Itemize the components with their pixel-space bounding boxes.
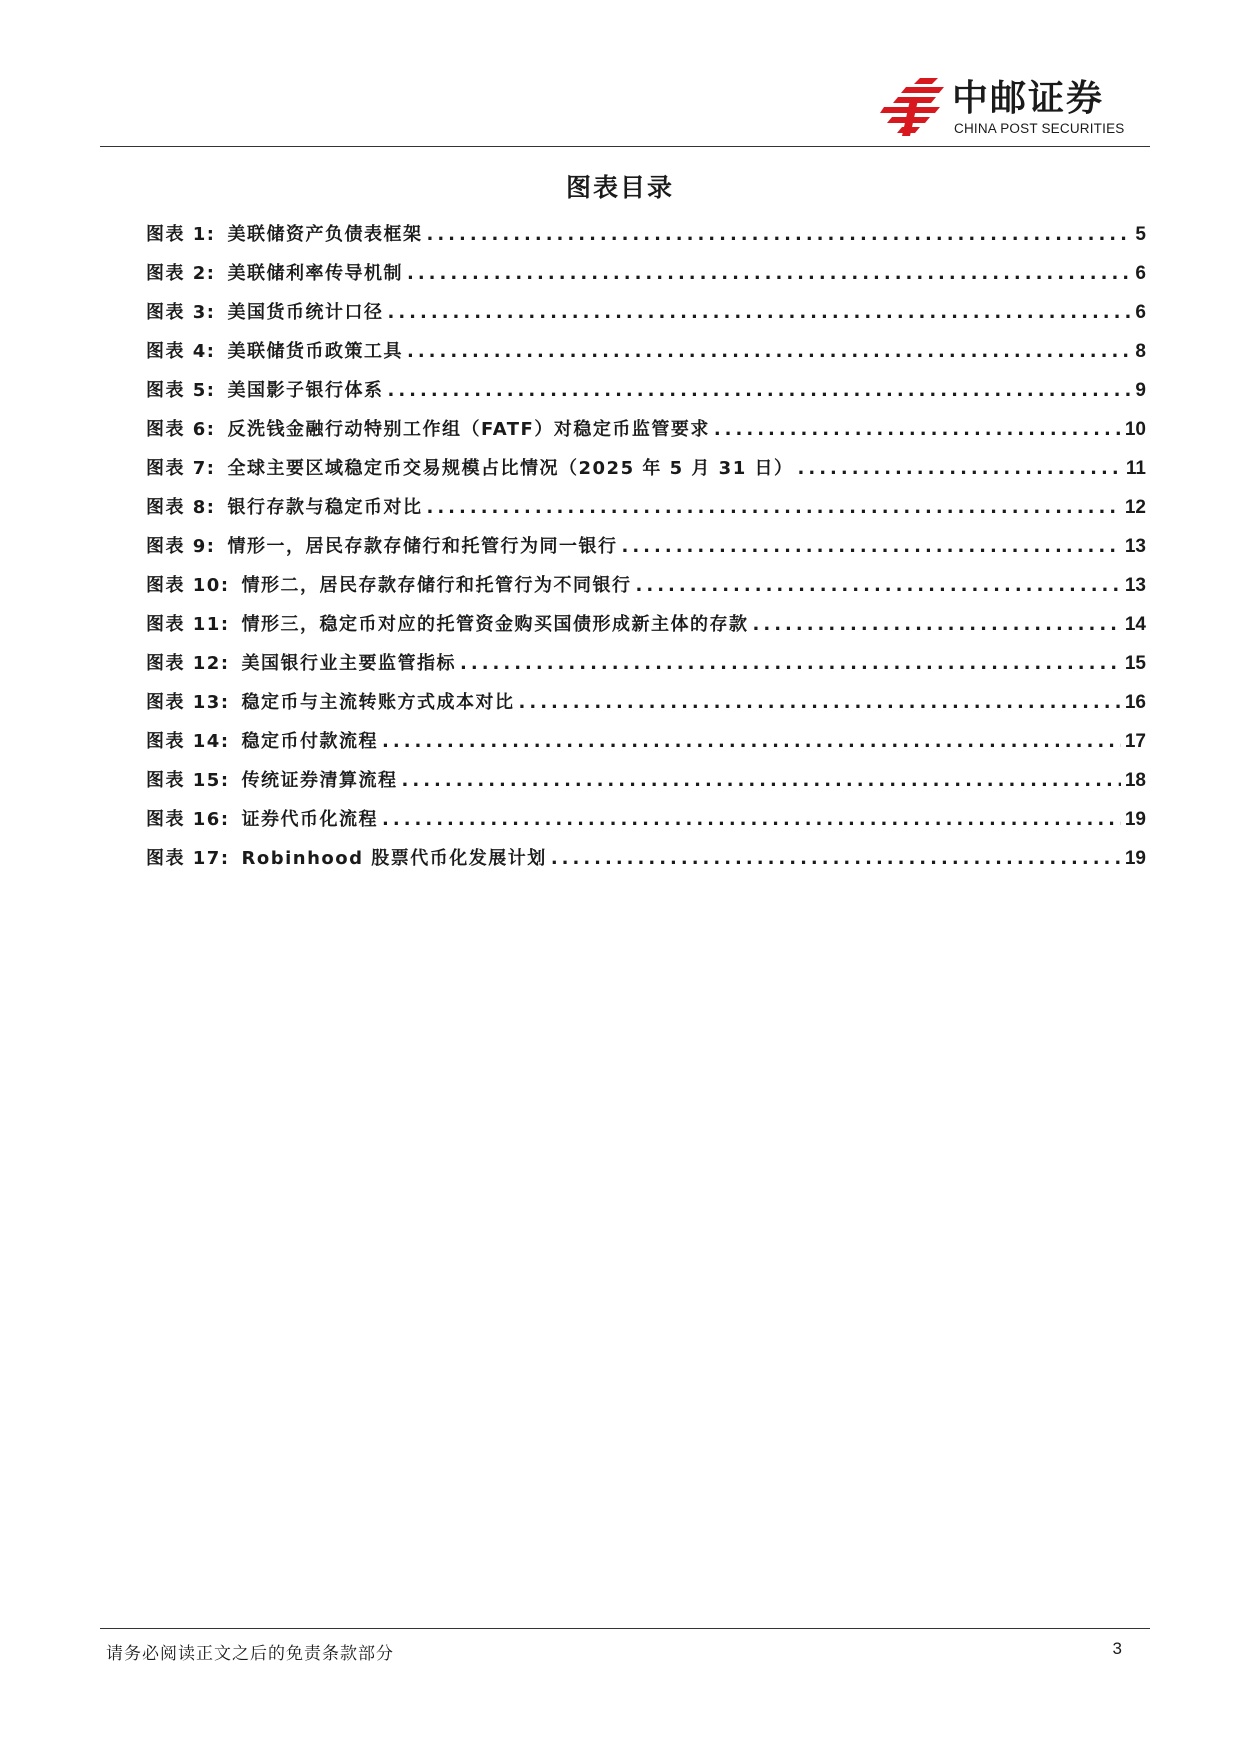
- toc-entry-page: 18: [1124, 770, 1146, 791]
- toc-entry-number: 图表 12:: [146, 653, 230, 674]
- toc-dot-leader: [798, 458, 1122, 479]
- toc-entry[interactable]: [146, 493, 1146, 532]
- toc-entry-title: 稳定币与主流转账方式成本对比: [241, 692, 515, 713]
- toc-entry-page: 15: [1124, 653, 1146, 674]
- toc-entry-title: 美国银行业主要监管指标: [241, 653, 457, 674]
- toc-entry-title: 全球主要区域稳定币交易规模占比情况（2025 年 5 月 31 日）: [227, 458, 794, 479]
- toc-entry-number: 图表 15:: [146, 770, 230, 791]
- toc-entry-title: 稳定币付款流程: [241, 731, 379, 752]
- toc-entry-page: 16: [1124, 692, 1146, 713]
- toc-entry[interactable]: [146, 766, 1146, 805]
- toc-entry-page: 11: [1125, 458, 1146, 479]
- toc-dot-leader: [622, 536, 1121, 557]
- company-logo: [880, 76, 1150, 138]
- toc-entry[interactable]: [146, 259, 1146, 298]
- toc-entry-title: 传统证券清算流程: [241, 770, 398, 791]
- toc-dot-leader: [714, 419, 1121, 440]
- toc-dot-leader: [519, 692, 1121, 713]
- toc-entry-title: Robinhood 股票代币化发展计划: [241, 848, 547, 869]
- toc-entry-number: 图表 7:: [146, 458, 216, 479]
- page-footer: [100, 1628, 1150, 1664]
- toc-entry[interactable]: [146, 688, 1146, 727]
- toc-entry-page: 14: [1124, 614, 1146, 635]
- toc-entry-number: 图表 6:: [146, 419, 216, 440]
- toc-entry-number: 图表 4:: [146, 341, 216, 362]
- toc-entry-title: 情形一，居民存款存储行和托管行为同一银行: [227, 536, 618, 557]
- toc-entry-title: 美国影子银行体系: [227, 380, 384, 401]
- toc-dot-leader: [402, 770, 1121, 791]
- toc-entry-page: 12: [1124, 497, 1146, 518]
- toc-entry-number: 图表 14:: [146, 731, 230, 752]
- toc-entry-number: 图表 17:: [146, 848, 230, 869]
- toc-entry-number: 图表 2:: [146, 263, 216, 284]
- toc-entry-number: 图表 9:: [146, 536, 216, 557]
- toc-entry-number: 图表 11:: [146, 614, 230, 635]
- toc-entry[interactable]: [146, 610, 1146, 649]
- toc-list: [146, 220, 1146, 883]
- toc-entry-number: 图表 5:: [146, 380, 216, 401]
- toc-entry[interactable]: [146, 298, 1146, 337]
- logo-chinese-name: 中邮证券: [952, 78, 1105, 119]
- toc-dot-leader: [427, 497, 1121, 518]
- toc-dot-leader: [382, 809, 1121, 830]
- toc-entry-page: 19: [1124, 848, 1146, 869]
- logo-english-name: CHINA POST SECURITIES: [954, 121, 1125, 136]
- toc-entry[interactable]: [146, 415, 1146, 454]
- toc-entry-title: 银行存款与稳定币对比: [227, 497, 423, 518]
- toc-entry-page: 6: [1135, 302, 1146, 323]
- toc-entry[interactable]: [146, 337, 1146, 376]
- toc-entry[interactable]: [146, 649, 1146, 688]
- toc-dot-leader: [551, 848, 1121, 869]
- toc-entry[interactable]: [146, 376, 1146, 415]
- toc-entry-page: 8: [1135, 341, 1146, 362]
- toc-entry-number: 图表 13:: [146, 692, 230, 713]
- toc-entry-number: 图表 1:: [146, 224, 216, 245]
- toc-entry-title: 美联储货币政策工具: [227, 341, 403, 362]
- toc-dot-leader: [388, 302, 1131, 323]
- toc-title: 图表目录: [565, 173, 674, 202]
- toc-entry[interactable]: [146, 454, 1146, 493]
- toc-entry-title: 反洗钱金融行动特别工作组（FATF）对稳定币监管要求: [227, 419, 710, 440]
- toc-dot-leader: [382, 731, 1121, 752]
- toc-entry-number: 图表 8:: [146, 497, 216, 518]
- toc-entry-page: 6: [1135, 263, 1146, 284]
- toc-entry[interactable]: [146, 805, 1146, 844]
- toc-dot-leader: [407, 263, 1130, 284]
- toc-entry-title: 证券代币化流程: [241, 809, 379, 830]
- toc-entry-page: 9: [1135, 380, 1146, 401]
- footer-disclaimer: 请务必阅读正文之后的免责条款部分: [106, 1644, 394, 1664]
- toc-dot-leader: [460, 653, 1121, 674]
- toc-dot-leader: [407, 341, 1130, 362]
- toc-dot-leader: [427, 224, 1131, 245]
- toc-entry-title: 美联储利率传导机制: [227, 263, 403, 284]
- toc-entry-page: 13: [1124, 536, 1146, 557]
- toc-entry[interactable]: [146, 727, 1146, 766]
- toc-entry-title: 美国货币统计口径: [227, 302, 384, 323]
- toc-entry-page: 19: [1124, 809, 1146, 830]
- toc-entry[interactable]: [146, 220, 1146, 259]
- toc-entry-title: 情形三，稳定币对应的托管资金购买国债形成新主体的存款: [241, 614, 749, 635]
- page-header: [100, 0, 1150, 147]
- toc-dot-leader: [753, 614, 1121, 635]
- toc-entry-number: 图表 16:: [146, 809, 230, 830]
- toc-dot-leader: [636, 575, 1121, 596]
- toc-entry-number: 图表 3:: [146, 302, 216, 323]
- china-post-logo-icon: [880, 78, 946, 136]
- footer-page-number: 3: [1112, 1639, 1122, 1658]
- toc-entry-page: 5: [1135, 224, 1146, 245]
- toc-entry[interactable]: [146, 571, 1146, 610]
- toc-entry-number: 图表 10:: [146, 575, 230, 596]
- toc-entry[interactable]: [146, 532, 1146, 571]
- toc-entry-page: 10: [1124, 419, 1146, 440]
- toc-entry[interactable]: [146, 844, 1146, 883]
- toc-entry-page: 17: [1124, 731, 1146, 752]
- toc-dot-leader: [388, 380, 1131, 401]
- toc-entry-title: 情形二，居民存款存储行和托管行为不同银行: [241, 575, 632, 596]
- toc-entry-page: 13: [1124, 575, 1146, 596]
- toc-entry-title: 美联储资产负债表框架: [227, 224, 423, 245]
